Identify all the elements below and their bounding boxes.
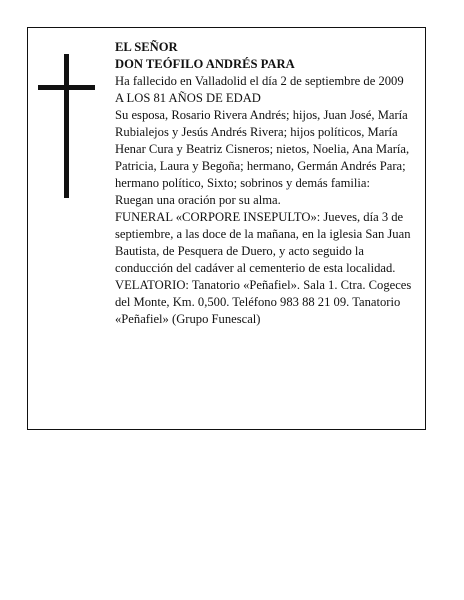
funeral-details: FUNERAL «CORPORE INSEPULTO»: Jueves, día 3 de septiembre, a las doce de la mañana, en la iglesia San Juan Bautista, de Pesquera de Duero, y acto seguido la conducción del cadáver al cementerio de esta localidad. bbox=[115, 210, 411, 275]
wake-details: VELATORIO: Tanatorio «Peñafiel». Sala 1. Ctra. Cogeces del Monte, Km. 0,500. Teléfono 983 88 21 09. Tanatorio «Peñafiel» (Grupo Funescal) bbox=[115, 278, 412, 326]
age-at-death: A LOS 81 AÑOS DE EDAD bbox=[115, 91, 261, 105]
obituary-notice bbox=[27, 27, 426, 430]
family-members: Su esposa, Rosario Rivera Andrés; hijos, Juan José, María Rubialejos y Jesús Andrés Rivera; hijos políticos, María Henar Cura y Beatriz Cisneros; nietos, Noelia, Ana María, Patricia, Laura y Begoña; hermano, Germán Andrés Para; hermano político, Sixto; sobrinos y demás familia: bbox=[115, 108, 410, 190]
death-information: Ha fallecido en Valladolid el día 2 de septiembre de 2009 bbox=[115, 74, 404, 88]
deceased-name: DON TEÓFILO ANDRÉS PARA bbox=[115, 57, 295, 71]
prayer-request: Ruegan una oración por su alma. bbox=[115, 193, 281, 207]
latin-cross-icon bbox=[38, 54, 95, 198]
cross-vertical-bar bbox=[64, 54, 69, 198]
deceased-title: EL SEÑOR bbox=[115, 40, 178, 54]
obituary-text bbox=[115, 39, 420, 328]
cross-horizontal-bar bbox=[38, 85, 95, 90]
